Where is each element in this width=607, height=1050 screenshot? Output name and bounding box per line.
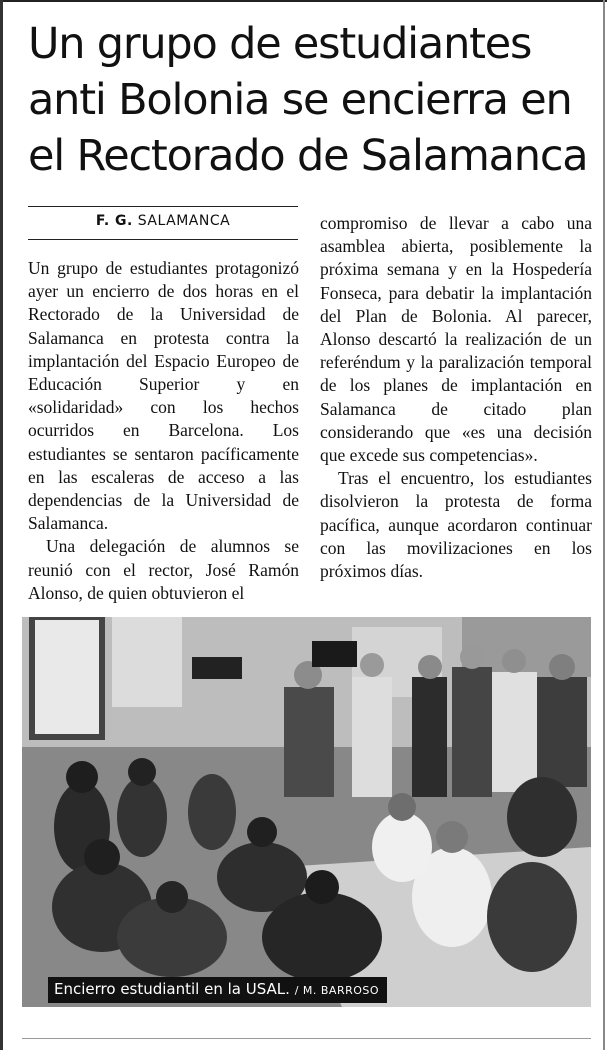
photo-caption-text: Encierro estudiantil en la USAL. <box>54 980 290 998</box>
article-paragraph-2: Una delegación de alumnos se reunió con el rector, José Ramón Alonso, de quien obtuvieron el <box>28 536 299 603</box>
byline-place: SALAMANCA <box>137 213 231 229</box>
article-column-right <box>320 212 592 583</box>
page-left-border <box>0 0 3 1050</box>
article-paragraph-3: Tras el encuentro, los estudiantes disolvieron la protesta de forma pacífica, aunque acordaron continuar con las movilizaciones en los próximos días. <box>320 468 592 582</box>
article-photo <box>22 617 591 1007</box>
article-paragraph-1: Un grupo de estudiantes protagonizó ayer un encierro de dos horas en el Rectorado de la Universidad de Salamanca en protesta contra la implantación del Espacio Europeo de Educación Superior y en «solidaridad» con los hechos ocurridos en Barcelona. Los estudiantes se sentaron pacíficamente en las escaleras de acceso a las dependencias de la Universidad de Salamanca. <box>28 258 299 534</box>
photo-caption <box>48 977 387 1003</box>
article-paragraph-2-continued: compromiso de llevar a cabo una asamblea abierta, posiblemente la próxima semana y en la Hospedería Fonseca, para debatir la implantación del Plan de Bolonia. Al parecer, Alonso descartó la realización de un referéndum y la paralización temporal de los planes de implantación en Salamanca de citado plan considerando que «es una decisión que excede sus competencias». <box>320 213 592 466</box>
photo-credit: / M. BARROSO <box>294 984 380 997</box>
byline-top-rule <box>28 206 298 207</box>
page-top-border <box>0 0 607 2</box>
byline-bottom-rule <box>28 239 298 240</box>
article-column-left <box>28 257 299 605</box>
byline <box>28 213 298 229</box>
article-headline: Un grupo de estudiantes anti Bolonia se encierra en el Rectorado de Salamanca <box>28 19 588 181</box>
byline-author: F. G. <box>95 213 133 229</box>
page-right-border <box>603 0 605 1050</box>
bottom-rule <box>22 1038 591 1039</box>
photo-illustration <box>22 617 591 1007</box>
